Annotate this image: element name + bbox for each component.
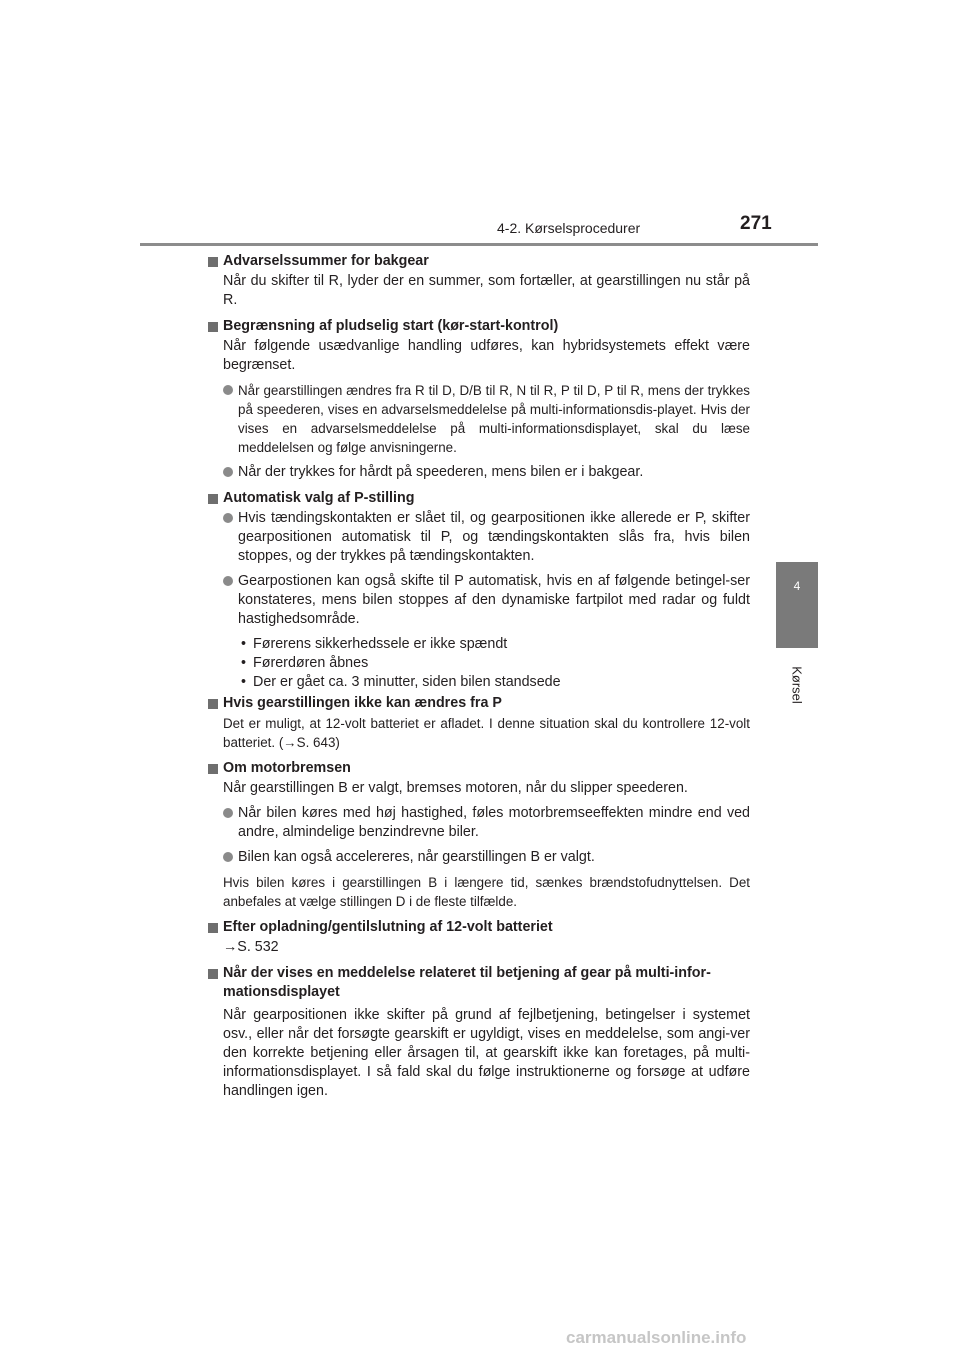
section-heading: Advarselssummer for bakgear <box>208 252 750 271</box>
section-heading: Når der vises en meddelelse relateret til betjening af gear på multi-infor-mationsdisplayet <box>208 964 750 1002</box>
chapter-label <box>780 655 814 715</box>
square-bullet-icon <box>208 764 218 774</box>
page-number: 271 <box>740 213 772 234</box>
section-heading: Hvis gearstillingen ikke kan ændres fra P <box>208 694 750 713</box>
chapter-number: 4 <box>793 579 801 593</box>
square-bullet-icon <box>208 923 218 933</box>
square-bullet-icon <box>208 969 218 979</box>
bullet-item: Når gearstillingen ændres fra R til D, D/B til R, N til R, P til D, P til R, mens der trykkes på speederen, vises en advarselsmeddelelse på multi-informationsdis-playet. Hvis der vises en advarselsmeddelelse på multi-informationsdisplayet, skal du læse meddelelsen og følge anvisningerne. <box>208 381 750 457</box>
watermark-text: carmanualsonline.info <box>566 1328 747 1347</box>
square-bullet-icon <box>208 494 218 504</box>
sub-list-item: • Førerens sikkerhedssele er ikke spændt <box>241 636 508 652</box>
round-bullet-icon <box>223 852 233 862</box>
square-bullet-icon <box>208 699 218 709</box>
header-section-title: 4-2. Kørselsprocedurer <box>497 220 641 236</box>
page-content <box>208 252 750 1101</box>
bullet-item: Når bilen køres med høj hastighed, føles motorbremseeffekten mindre end ved andre, almindelige benzindrevne biler. <box>208 804 750 842</box>
square-bullet-icon <box>208 322 218 332</box>
chapter-tab <box>776 562 818 648</box>
bullet-item: Hvis tændingskontakten er slået til, og gearpositionen ikke allerede er P, skifter gearpositionen automatisk til P, og tændingskontakten slås fra, hvis bilen stoppes, og der trykkes på tændingskontakten. <box>208 509 750 566</box>
section-paragraph: Når gearstillingen B er valgt, bremses motoren, når du slipper speederen. <box>223 780 688 796</box>
section-paragraph: Når gearpositionen ikke skifter på grund af fejlbetjening, betingelser i systemet osv., eller når det forsøgte gearskift er ugyldigt, vises en meddelelse, som angi-ver den korrekte betjening eller årsagen til, at gearskift ikke kan foretages, på multi-informationsdisplayet. I så fald skal du følge instruktionerne og forsøge at udføre handlingen igen. <box>223 1007 750 1099</box>
page-reference-link[interactable]: →S. 532 <box>223 939 279 955</box>
bullet-item: Gearpostionen kan også skifte til P automatisk, hvis en af følgende betingel-ser konstateres, mens bilen stoppes af den dynamiske fartpilot med radar og fuldt hastighedsområde. <box>208 572 750 629</box>
round-bullet-icon <box>223 467 233 477</box>
round-bullet-icon <box>223 808 233 818</box>
section-heading: Begrænsning af pludselig start (kør-start-kontrol) <box>208 317 750 336</box>
section-heading: Efter opladning/gentilslutning af 12-volt batteriet <box>208 918 750 937</box>
section-paragraph: Når du skifter til R, lyder der en summer, som fortæller, at gearstillingen nu står på R. <box>223 273 750 308</box>
section-heading: Automatisk valg af P-stilling <box>208 489 750 508</box>
bullet-item: Bilen kan også accelereres, når gearstillingen B er valgt. <box>208 848 750 867</box>
section-heading: Om motorbremsen <box>208 759 750 778</box>
round-bullet-icon <box>223 385 233 395</box>
bullet-item: Når der trykkes for hårdt på speederen, mens bilen er i bakgear. <box>208 463 750 482</box>
section-paragraph: Det er muligt, at 12-volt batteriet er afladet. I denne situation skal du kontrollere 12-volt batteriet. (→S. 643) <box>223 716 750 750</box>
section-paragraph: Når følgende usædvanlige handling udføres, kan hybridsystemets effekt være begrænset. <box>223 338 750 373</box>
square-bullet-icon <box>208 257 218 267</box>
section-paragraph: Hvis bilen køres i gearstillingen B i længere tid, sænkes brændstofudnyttelsen. Det anbefales at vælge stillingen D i de fleste tilfælde. <box>223 875 750 909</box>
chapter-label-text: Kørsel <box>789 666 805 704</box>
sub-list-item: • Førerdøren åbnes <box>241 655 369 671</box>
header-divider <box>140 243 818 246</box>
round-bullet-icon <box>223 576 233 586</box>
round-bullet-icon <box>223 513 233 523</box>
sub-list-item: • Der er gået ca. 3 minutter, siden bilen standsede <box>241 674 561 690</box>
